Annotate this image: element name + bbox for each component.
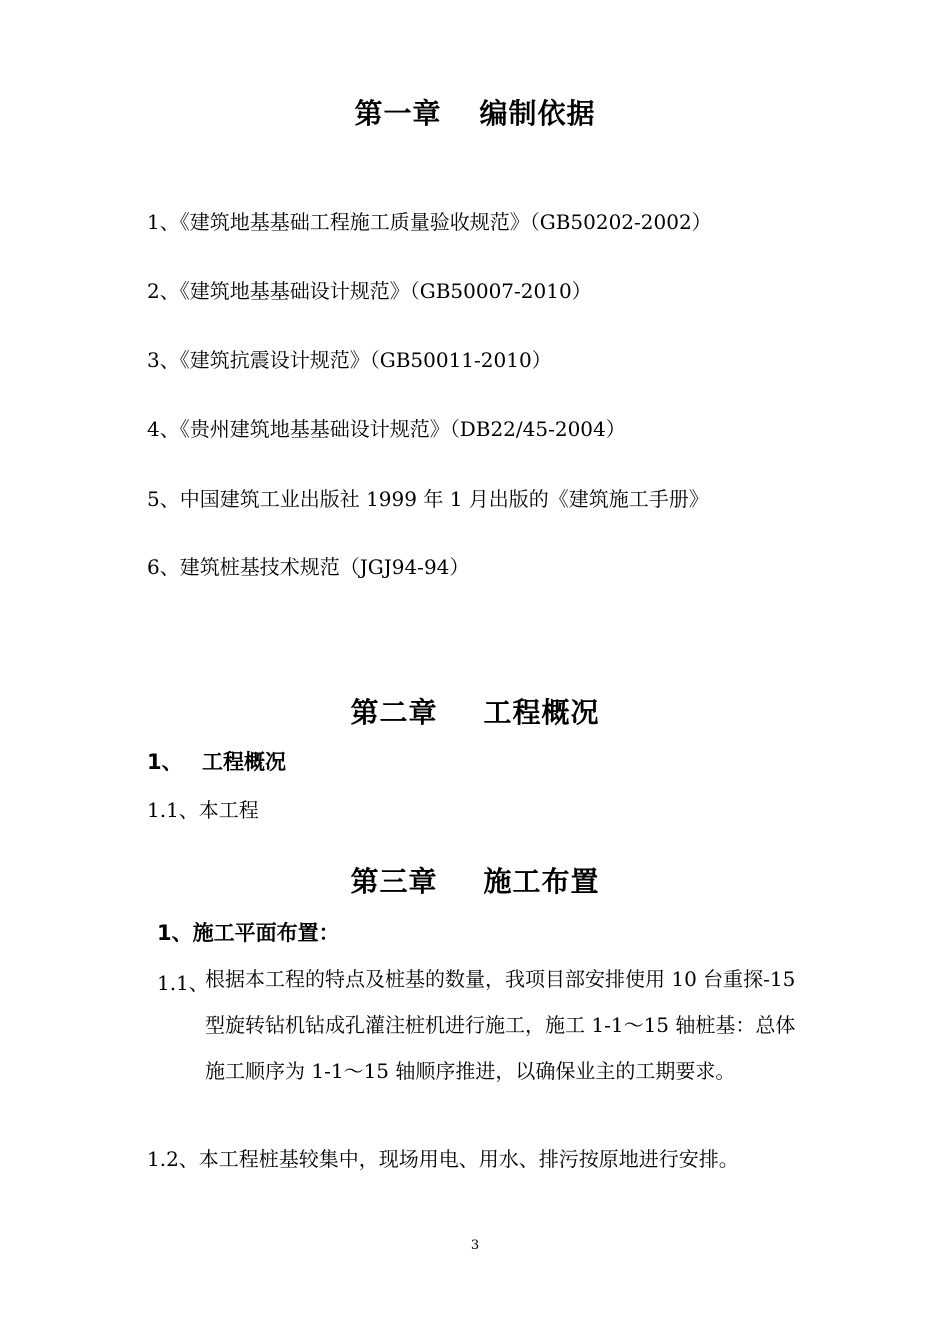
chapter3-number: 第三章 xyxy=(350,865,438,898)
chapter1-heading xyxy=(0,92,950,132)
reference-item-1: 1、《建筑地基基础工程施工质量验收规范》（GB50202-2002） xyxy=(147,210,712,234)
chapter1-title: 编制依据 xyxy=(479,97,596,130)
reference-item-3: 3、《建筑抗震设计规范》（GB50011-2010） xyxy=(147,348,552,372)
chapter2-heading xyxy=(0,691,950,731)
chapter2-section-title: 工程概况 xyxy=(202,750,286,774)
chapter3-item-1-1-label: 1.1、 xyxy=(157,971,209,995)
chapter3-item-1-1-text xyxy=(205,956,813,1094)
chapter3-heading xyxy=(0,860,950,900)
chapter2-item-1-1: 1.1、本工程 xyxy=(147,798,259,822)
reference-item-5: 5、中国建筑工业出版社 1999 年 1 月出版的《建筑施工手册》 xyxy=(147,487,709,511)
chapter3-title: 施工布置 xyxy=(483,865,600,898)
chapter3-item-1-1-content: 根据本工程的特点及桩基的数量，我项目部安排使用 10 台重探-15 型旋转钻机钻成孔灌注桩机进行施工，施工 1-1～15 轴桩基：总体施工顺序为 1-1～15 轴顺序推进，以确保业主的工期要求。 xyxy=(205,967,796,1083)
chapter2-section-number: 1、 xyxy=(147,750,183,774)
chapter3-item-1-2: 1.2、本工程桩基较集中，现场用电、用水、排污按原地进行安排。 xyxy=(147,1147,739,1171)
chapter2-number: 第二章 xyxy=(350,696,438,729)
reference-item-4: 4、《贵州建筑地基基础设计规范》（DB22/45-2004） xyxy=(147,417,626,441)
chapter2-title: 工程概况 xyxy=(483,696,600,729)
reference-item-6: 6、建筑桩基技术规范（JGJ94-94） xyxy=(147,555,470,579)
chapter3-section-heading: 1、施工平面布置： xyxy=(157,921,340,945)
chapter1-number: 第一章 xyxy=(354,97,442,130)
reference-item-2: 2、《建筑地基基础设计规范》（GB50007-2010） xyxy=(147,279,592,303)
page-number: 3 xyxy=(470,1238,480,1253)
